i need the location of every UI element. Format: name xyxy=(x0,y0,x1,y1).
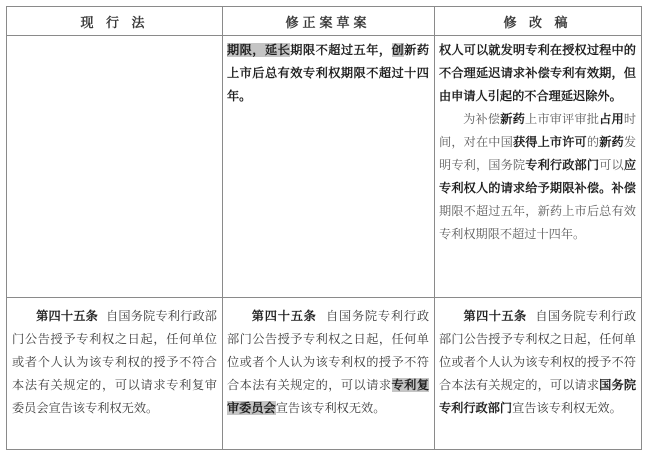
row2-draft-cell xyxy=(222,297,434,449)
cell-text: 宣告该专利权无效。 xyxy=(275,401,386,415)
bold-text: 国务院专利行政部门 xyxy=(439,378,637,415)
row1-current-law-cell xyxy=(7,35,222,297)
cell-text: 期限不超过五年， xyxy=(290,43,392,57)
paragraph-drug-compensation: 为补偿新药上市审评审批占用时间，对在中国获得上市许可的新药发明专利，国务院专利行政部门可以应专利权人的请求给予期限补偿。补偿期限不超过五年，新药上市后总有效专利权期限不超过十四年。 xyxy=(439,112,637,241)
row1-draft-cell xyxy=(222,35,434,297)
cell-text: 自国务院专利行政部门公告授予专利权之日起，任何单位或者个人认为该专利权的授予不符合本法有关规定的，可以请求专利复审委员会宣告该专利权无效。 xyxy=(12,309,217,415)
highlight-text: 创 xyxy=(391,43,405,57)
cell-text: 宣告该专利权无效。 xyxy=(512,401,622,415)
article-number: 第四十五条 xyxy=(251,309,317,323)
comparison-table xyxy=(6,6,642,450)
paragraph-delay-compensation: 权人可以就发明专利在授权过程中的不合理延迟请求补偿专利有效期，但由申请人引起的不合理延迟除外。 xyxy=(439,43,636,103)
row1-revised-cell xyxy=(434,35,641,297)
header-revised-draft: 修 改 稿 xyxy=(503,15,572,31)
header-current-law: 现 行 法 xyxy=(80,15,149,31)
cell-text: 自国务院专利行政部门公告授予专利权之日起，任何单位或者个人认为该专利权的授予不符合本法有关规定的，可以请求 xyxy=(439,309,637,392)
row2-revised-cell xyxy=(434,297,641,449)
highlight-text: 期限，延长 xyxy=(227,43,291,57)
header-draft-amendment: 修正案草案 xyxy=(285,15,371,31)
cell-text: 自国务院专利行政部门公告授予专利权之日起，任何单位或者个人认为该专利权的授予不符合本法有关规定的，可以请求 xyxy=(227,309,430,392)
cell-text: 新药上市后总有效专利权期限不超过十四年。 xyxy=(227,43,430,103)
highlight-text: 专利复审委员会 xyxy=(227,378,430,415)
row2-current-law-cell xyxy=(7,297,222,449)
article-number: 第四十五条 xyxy=(463,309,527,323)
article-number: 第四十五条 xyxy=(36,309,98,323)
